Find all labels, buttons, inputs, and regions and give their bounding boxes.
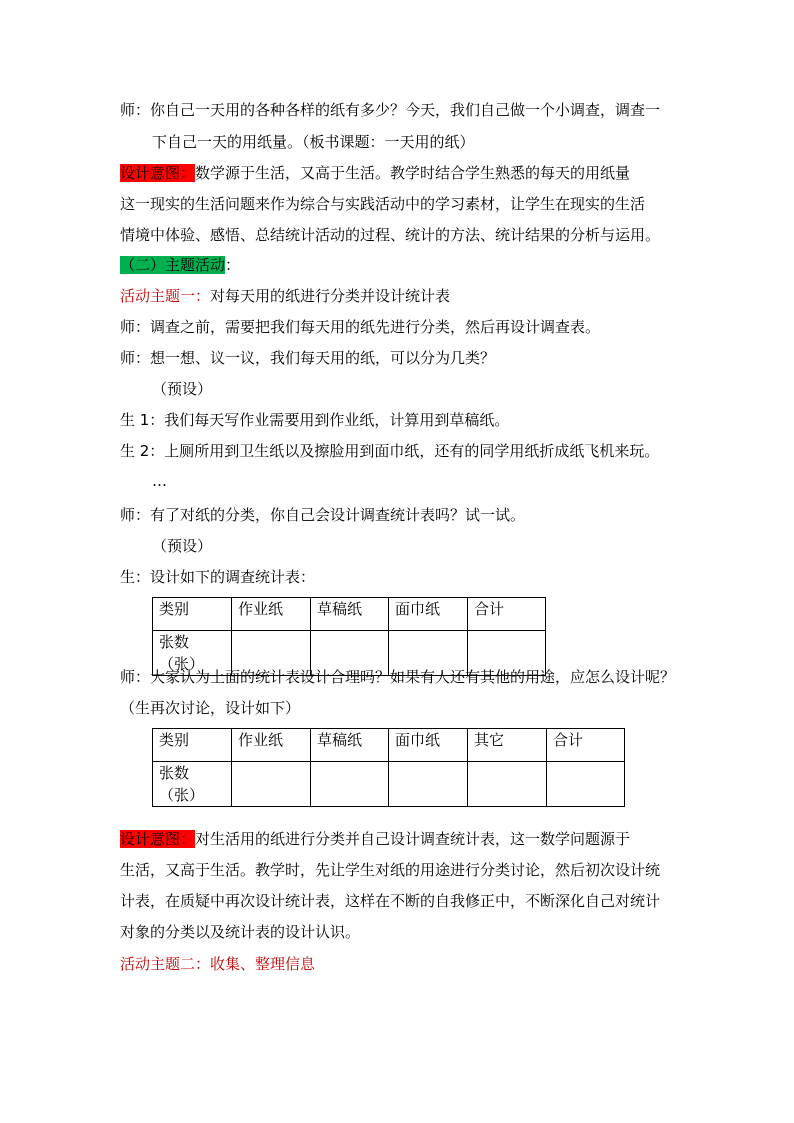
activity-2: 活动主题二：收集、整理信息 — [120, 955, 316, 973]
teacher-line-1: 师：你自己一天用的各种各样的纸有多少？今天，我们自己做一个小调查，调查一 — [120, 101, 661, 119]
section-title: （二）主题活动 — [120, 256, 226, 274]
table-cell: 作业纸 — [232, 598, 311, 631]
table-cell: 类别 — [153, 729, 232, 762]
table-cell — [232, 762, 311, 807]
teacher-line-1-cont: 下自己一天的用纸量。（板书课题：一天用的纸） — [152, 133, 475, 151]
table-cell: 草稿纸 — [311, 598, 389, 631]
table-cell: 张数（张） — [153, 631, 232, 676]
preset-note-2: （预设） — [152, 537, 213, 555]
table-cell — [311, 762, 389, 807]
survey-table-1 — [152, 597, 546, 676]
table-cell — [547, 762, 625, 807]
teacher-line-2: 师：调查之前，需要把我们每天用的纸先进行分类，然后再设计调查表。 — [120, 318, 601, 336]
design-intent-2-line4: 对象的分类以及统计表的设计认识。 — [120, 923, 361, 941]
activity-1 — [120, 286, 450, 306]
design-intent-text: 数学源于生活，又高于生活。教学时结合学生熟悉的每天的用纸量 — [195, 164, 631, 182]
table-cell: 类别 — [153, 598, 232, 631]
student-line-1: 生 1：我们每天写作业需要用到作业纸，计算用到草稿纸。 — [120, 411, 510, 429]
ellipsis: … — [152, 472, 167, 490]
design-intent-1-line2: 这一现实的生活问题来作为综合与实践活动中的学习素材，让学生在现实的生活 — [120, 195, 646, 213]
student-line-2: 生 2：上厕所用到卫生纸以及擦脸用到面巾纸，还有的同学用纸折成纸飞机来玩。 — [120, 442, 660, 460]
activity-1-text: 对每天用的纸进行分类并设计统计表 — [210, 287, 451, 305]
preset-note-1: （预设） — [152, 380, 213, 398]
teacher-line-3: 师：想一想、议一议，我们每天用的纸，可以分为几类？ — [120, 349, 496, 367]
table-cell: 其它 — [468, 729, 547, 762]
survey-table-2 — [152, 728, 625, 807]
design-intent-label: 设计意图： — [120, 830, 196, 848]
table-cell: 合计 — [547, 729, 625, 762]
table-cell — [389, 762, 468, 807]
teacher-line-4: 师：有了对纸的分类，你自己会设计调查统计表吗？试一试。 — [120, 506, 526, 524]
table-cell: 草稿纸 — [311, 729, 389, 762]
student-line-3: 生：设计如下的调查统计表： — [120, 568, 316, 586]
section-heading — [120, 255, 240, 275]
activity-1-label: 活动主题一： — [120, 287, 211, 305]
table-row — [153, 762, 625, 807]
table-cell: 面巾纸 — [389, 598, 468, 631]
table-cell: 合计 — [468, 598, 546, 631]
table-row — [153, 729, 625, 762]
design-intent-2-line3: 计表，在质疑中再次设计统计表，这样在不断的自我修正中，不断深化自己对统计 — [120, 892, 661, 910]
design-intent-1-line3: 情境中体验、感悟、总结统计活动的过程、统计的方法、统计结果的分析与运用。 — [120, 226, 661, 244]
design-intent-1 — [120, 163, 630, 183]
design-intent-2-line2: 生活，又高于生活。教学时，先让学生对纸的用途进行分类讨论，然后初次设计统 — [120, 861, 661, 879]
design-intent-label: 设计意图： — [120, 164, 196, 182]
table-cell: 面巾纸 — [389, 729, 468, 762]
design-intent-2 — [120, 829, 630, 849]
design-intent-text: 对生活用的纸进行分类并自己设计调查统计表，这一数学问题源于 — [195, 830, 631, 848]
section-colon: ： — [225, 256, 241, 274]
teacher-line-5: 师：大家认为上面的统计表设计合理吗？如果有人还有其他的用途，应怎么设计呢？ — [120, 668, 676, 686]
table-cell: 张数（张） — [153, 762, 232, 807]
table-cell — [468, 762, 547, 807]
table-cell: 作业纸 — [232, 729, 311, 762]
table-row — [153, 598, 546, 631]
student-discussion: （生再次讨论，设计如下） — [120, 699, 301, 717]
